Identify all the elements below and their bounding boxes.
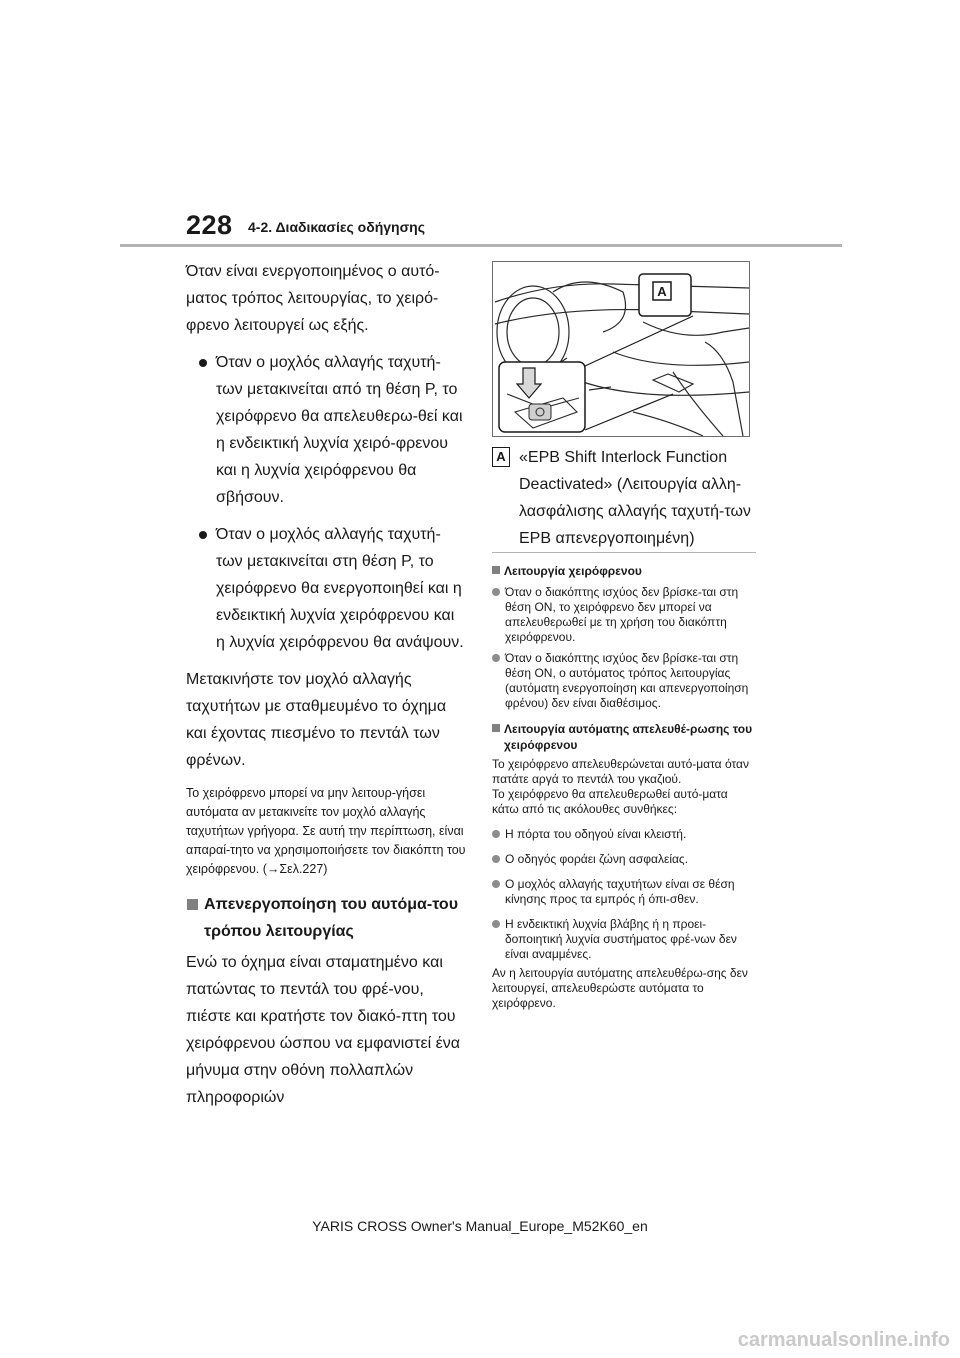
list-item (186, 349, 466, 511)
bullet-dot-icon (492, 880, 500, 888)
square-bullet-icon (492, 566, 500, 574)
left-column (186, 258, 466, 1111)
square-bullet-icon (187, 899, 198, 910)
notes-paragraph: Το χειρόφρενο θα απελευθερωθεί αυτό-ματα κάτω από τις ακόλουθες συνθήκες: (492, 787, 728, 816)
page-number: 228 (186, 210, 233, 240)
list-item (492, 852, 756, 867)
watermark-text: carmanualsonline.info (737, 1329, 950, 1351)
list-item-text: Η ενδεικτική λυχνία βλάβης ή η προει-δοποιητική λυχνία συστήματος φρέ-νων δεν είναι αναμμένες. (505, 917, 737, 961)
bullet-dot-icon (492, 588, 500, 596)
list-item-text: Η πόρτα του οδηγού είναι κλειστή. (505, 827, 687, 841)
right-column (492, 552, 756, 1011)
bullet-dot-icon (492, 855, 500, 863)
deactivation-paragraph: Ενώ το όχημα είναι σταματημένο και πατώντας το πεντάλ του φρέ-νου, πιέστε και κρατήστε τον διακό-πτη του χειρόφρενου ώσπου να εμφανιστεί ένα μήνυμα στην οθόνη πολλαπλών πληροφοριών (186, 954, 460, 1106)
notes-heading (492, 563, 756, 579)
caption-label: A (492, 447, 510, 467)
note-paragraph: Το χειρόφρενο μπορεί να μην λειτουρ-γήσει αυτόματα αν μετακινείτε τον μοχλό αλλαγής ταχυτήτων γρήγορα. Σε αυτή την περίπτωση, είναι απαραί-τητο να χρησιμοποιήσετε τον διακόπτη του χειρόφρενου. (→Σελ.227) (186, 786, 466, 876)
notes-paragraph: Αν η λειτουργία αυτόματης απελευθέρω-σης δεν λειτουργεί, απελευθερώστε αυτόματα το χειρόφρενο. (492, 966, 748, 1010)
bullet-dot-icon (492, 830, 500, 838)
instruction-paragraph: Μετακινήστε τον μοχλό αλλαγής ταχυτήτων με σταθμευμένο το όχημα και έχοντας πιεσμένο το πεντάλ των φρένων. (186, 671, 447, 769)
intro-paragraph: Όταν είναι ενεργοποιημένος ο αυτό-ματος τρόπος λειτουργίας, το χειρό-φρενο λειτουργεί ως εξής. (186, 263, 440, 334)
header-divider (120, 244, 842, 247)
notes-heading-text: Λειτουργία χειρόφρενου (504, 564, 642, 578)
section-title: 4-2. Διαδικασίες οδήγησης (248, 219, 426, 235)
list-item (492, 827, 756, 842)
bullet-dot-icon (492, 654, 500, 662)
dashboard-illustration (492, 261, 750, 437)
list-item-text: Όταν ο διακόπτης ισχύος δεν βρίσκε-ται στη θέση ON, ο αυτόματος τρόπος λειτουργίας (αυτόματη ενεργοποίηση και απενεργοποίηση φρένου) δεν είναι διαθέσιμος. (505, 651, 749, 710)
list-item-text: Όταν ο μοχλός αλλαγής ταχυτή-των μετακινείται στη θέση P, το χειρόφρενο θα ενεργοποιηθεί και η ενδεικτική λυχνία χειρόφρενου και η λυχνία χειρόφρενου θα ανάψουν. (216, 526, 464, 651)
subsection-heading-text: Απενεργοποίηση του αυτόμα-του τρόπου λειτουργίας (204, 896, 458, 940)
bullet-dot-icon (492, 920, 500, 928)
bullet-dot-icon (199, 531, 207, 539)
subsection-heading (186, 891, 466, 945)
list-item (492, 877, 756, 907)
list-item (492, 651, 756, 711)
notes-heading (492, 721, 756, 753)
figure-label: A (657, 284, 667, 299)
square-bullet-icon (492, 724, 500, 732)
list-item (492, 585, 756, 645)
notes-paragraph: Το χειρόφρενο απελευθερώνεται αυτό-ματα όταν πατάτε αργά το πεντάλ του γκαζιού. (492, 757, 749, 786)
footer-text: YARIS CROSS Owner's Manual_Europe_M52K60_en (312, 1218, 648, 1234)
list-item-text: Ο οδηγός φοράει ζώνη ασφαλείας. (505, 852, 689, 866)
caption-text: «EPB Shift Interlock Function Deactivated» (Λειτουργία αλλη-λασφάλισης αλλαγής ταχυτή-των EPB απενεργοποιημένη) (519, 449, 751, 547)
list-item (186, 521, 466, 656)
notes-heading-text: Λειτουργία αυτόματης απελευθέ-ρωσης του χειρόφρενου (504, 722, 753, 752)
list-item-text: Όταν ο διακόπτης ισχύος δεν βρίσκε-ται στη θέση ON, το χειρόφρενο δεν μπορεί να απελευθερωθεί με τη χρήση του διακόπτη χειρόφρενου. (505, 585, 739, 644)
list-item (492, 917, 756, 962)
bullet-dot-icon (199, 359, 207, 367)
dashboard-drawing (493, 262, 749, 436)
figure-caption (492, 444, 752, 552)
list-item-text: Ο μοχλός αλλαγής ταχυτήτων είναι σε θέση κίνησης προς τα εμπρός ή όπι-σθεν. (505, 877, 735, 906)
list-item-text: Όταν ο μοχλός αλλαγής ταχυτή-των μετακινείται από τη θέση P, το χειρόφρενο θα απελευθερω-θεί και η ενδεικτική λυχνία χειρό-φρενου και η λυχνία χειρόφρενου θα σβήσουν. (216, 354, 463, 506)
